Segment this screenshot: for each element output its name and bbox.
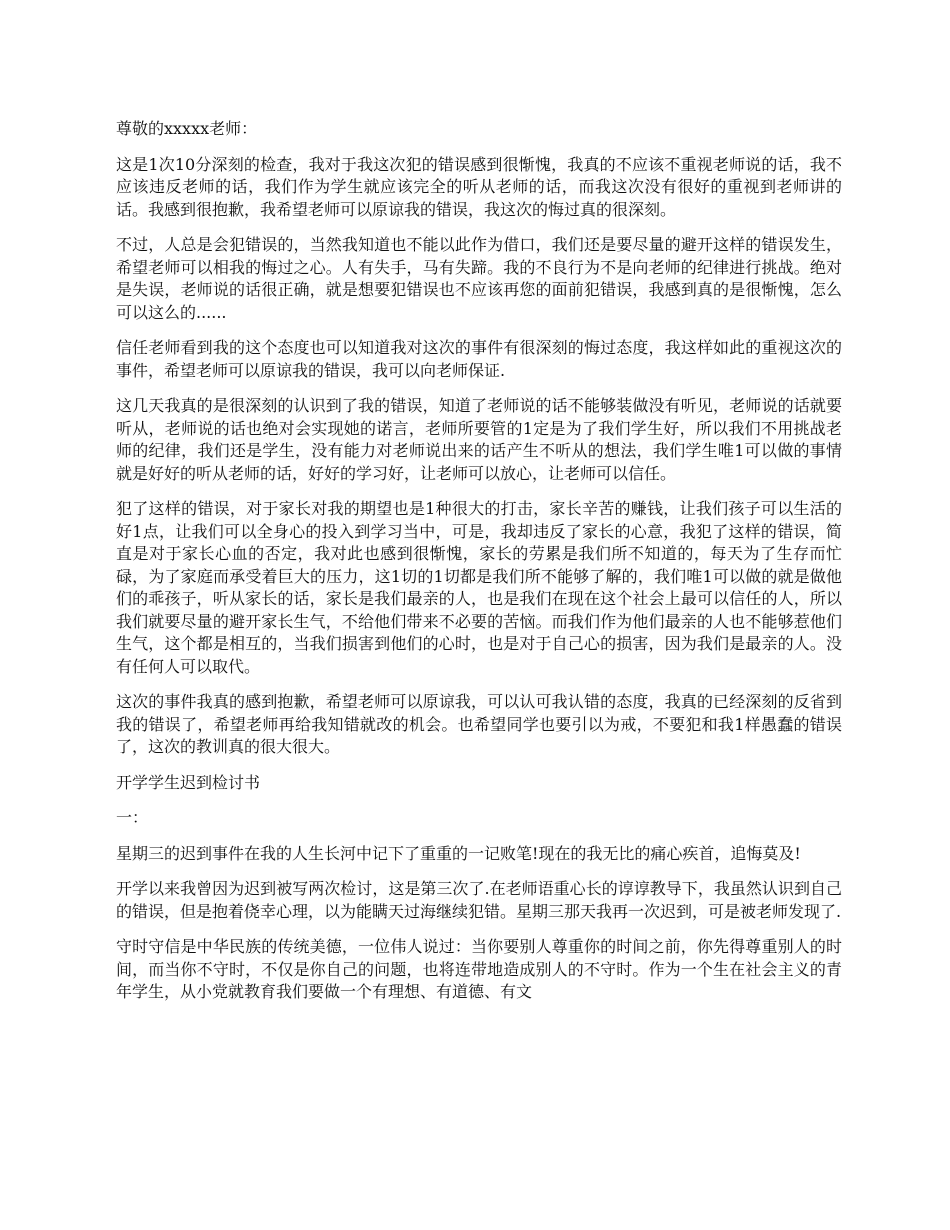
body-paragraph: 开学以来我曾因为迟到被写两次检讨，这是第三次了.在老师语重心长的谆谆教导下，我虽然认识到自己的错误，但是抱着侥幸心理，以为能瞒天过海继续犯错。星期三那天我再一次迟到，可是被老师发现了. xyxy=(116,879,842,921)
body-paragraph: 这几天我真的是很深刻的认识到了我的错误，知道了老师说的话不能够装做没有听见，老师说的话就要听从，老师说的话也绝对会实现她的诺言，老师所要管的1定是为了我们学生好，所以我们不用挑战老师的纪律，我们还是学生，没有能力对老师说出来的话产生不听从的想法，我们学生唯1可以做的事情就是好好的听从老师的话，好好的学习好，让老师可以放心，让老师可以信任。 xyxy=(116,396,842,483)
body-paragraph: 守时守信是中华民族的传统美德，一位伟人说过：当你要别人尊重你的时间之前，你先得尊重别人的时间，而当你不守时，不仅是你自己的问题，也将连带地造成别人的不守时。作为一个生在社会主义的青年学生，从小党就教育我们要做一个有理想、有道德、有文 xyxy=(116,937,842,1001)
section-number: 一： xyxy=(116,808,149,827)
body-paragraph: 这次的事件我真的感到抱歉，希望老师可以原谅我，可以认可我认错的态度，我真的已经深刻的反省到我的错误了，希望老师再给我知错就改的机会。也希望同学也要引以为戒，不要犯和我1样愚蠢的错误了，这次的教训真的很大很大。 xyxy=(116,692,842,756)
body-paragraph: 这是1次10分深刻的检查，我对于我这次犯的错误感到很惭愧，我真的不应该不重视老师说的话，我不应该违反老师的话，我们作为学生就应该完全的听从老师的话，而我这次没有很好的重视到老师讲的话。我感到很抱歉，我希望老师可以原谅我的错误，我这次的悔过真的很深刻。 xyxy=(116,154,842,219)
section-title: 开学学生迟到检讨书 xyxy=(116,772,261,792)
body-paragraph: 犯了这样的错误，对于家长对我的期望也是1种很大的打击，家长辛苦的赚钱，让我们孩子可以生活的好1点，让我们可以全身心的投入到学习当中，可是，我却违反了家长的心意，我犯了这样的错误，简直是对于家长心血的否定，我对此也感到很惭愧，家长的劳累是我们所不知道的，每天为了生存而忙碌，为了家庭而承受着巨大的压力，这1切的1切都是我们所不能够了解的，我们唯1可以做的就是做他们的乖孩子，听从家长的话，家长是我们最亲的人，也是我们在现在这个社会上最可以信任的人，所以我们就要尽量的避开家长生气，不给他们带来不必要的苦恼。而我们作为他们最亲的人也不能够惹他们生气，这个都是相互的，当我们损害到他们的心时，也是对于自己心的损害，因为我们是最亲的人。没有任何人可以取代。 xyxy=(116,499,842,676)
salutation: 尊敬的xxxxx老师： xyxy=(116,119,258,138)
document-page xyxy=(116,118,842,1017)
body-paragraph: 不过，人总是会犯错误的，当然我知道也不能以此作为借口，我们还是要尽量的避开这样的错误发生，希望老师可以相我的悔过之心。人有失手，马有失蹄。我的不良行为不是向老师的纪律进行挑战。绝对是失误，老师说的话很正确，就是想要犯错误也不应该再您的面前犯错误，我感到真的是很惭愧，怎么可以这么的...... xyxy=(116,235,842,322)
body-paragraph: 信任老师看到我的这个态度也可以知道我对这次的事件有很深刻的悔过态度，我这样如此的重视这次的事件，希望老师可以原谅我的错误，我可以向老师保证. xyxy=(116,338,842,380)
body-paragraph: 星期三的迟到事件在我的人生长河中记下了重重的一记败笔!现在的我无比的痛心疾首，追悔莫及! xyxy=(116,843,801,863)
